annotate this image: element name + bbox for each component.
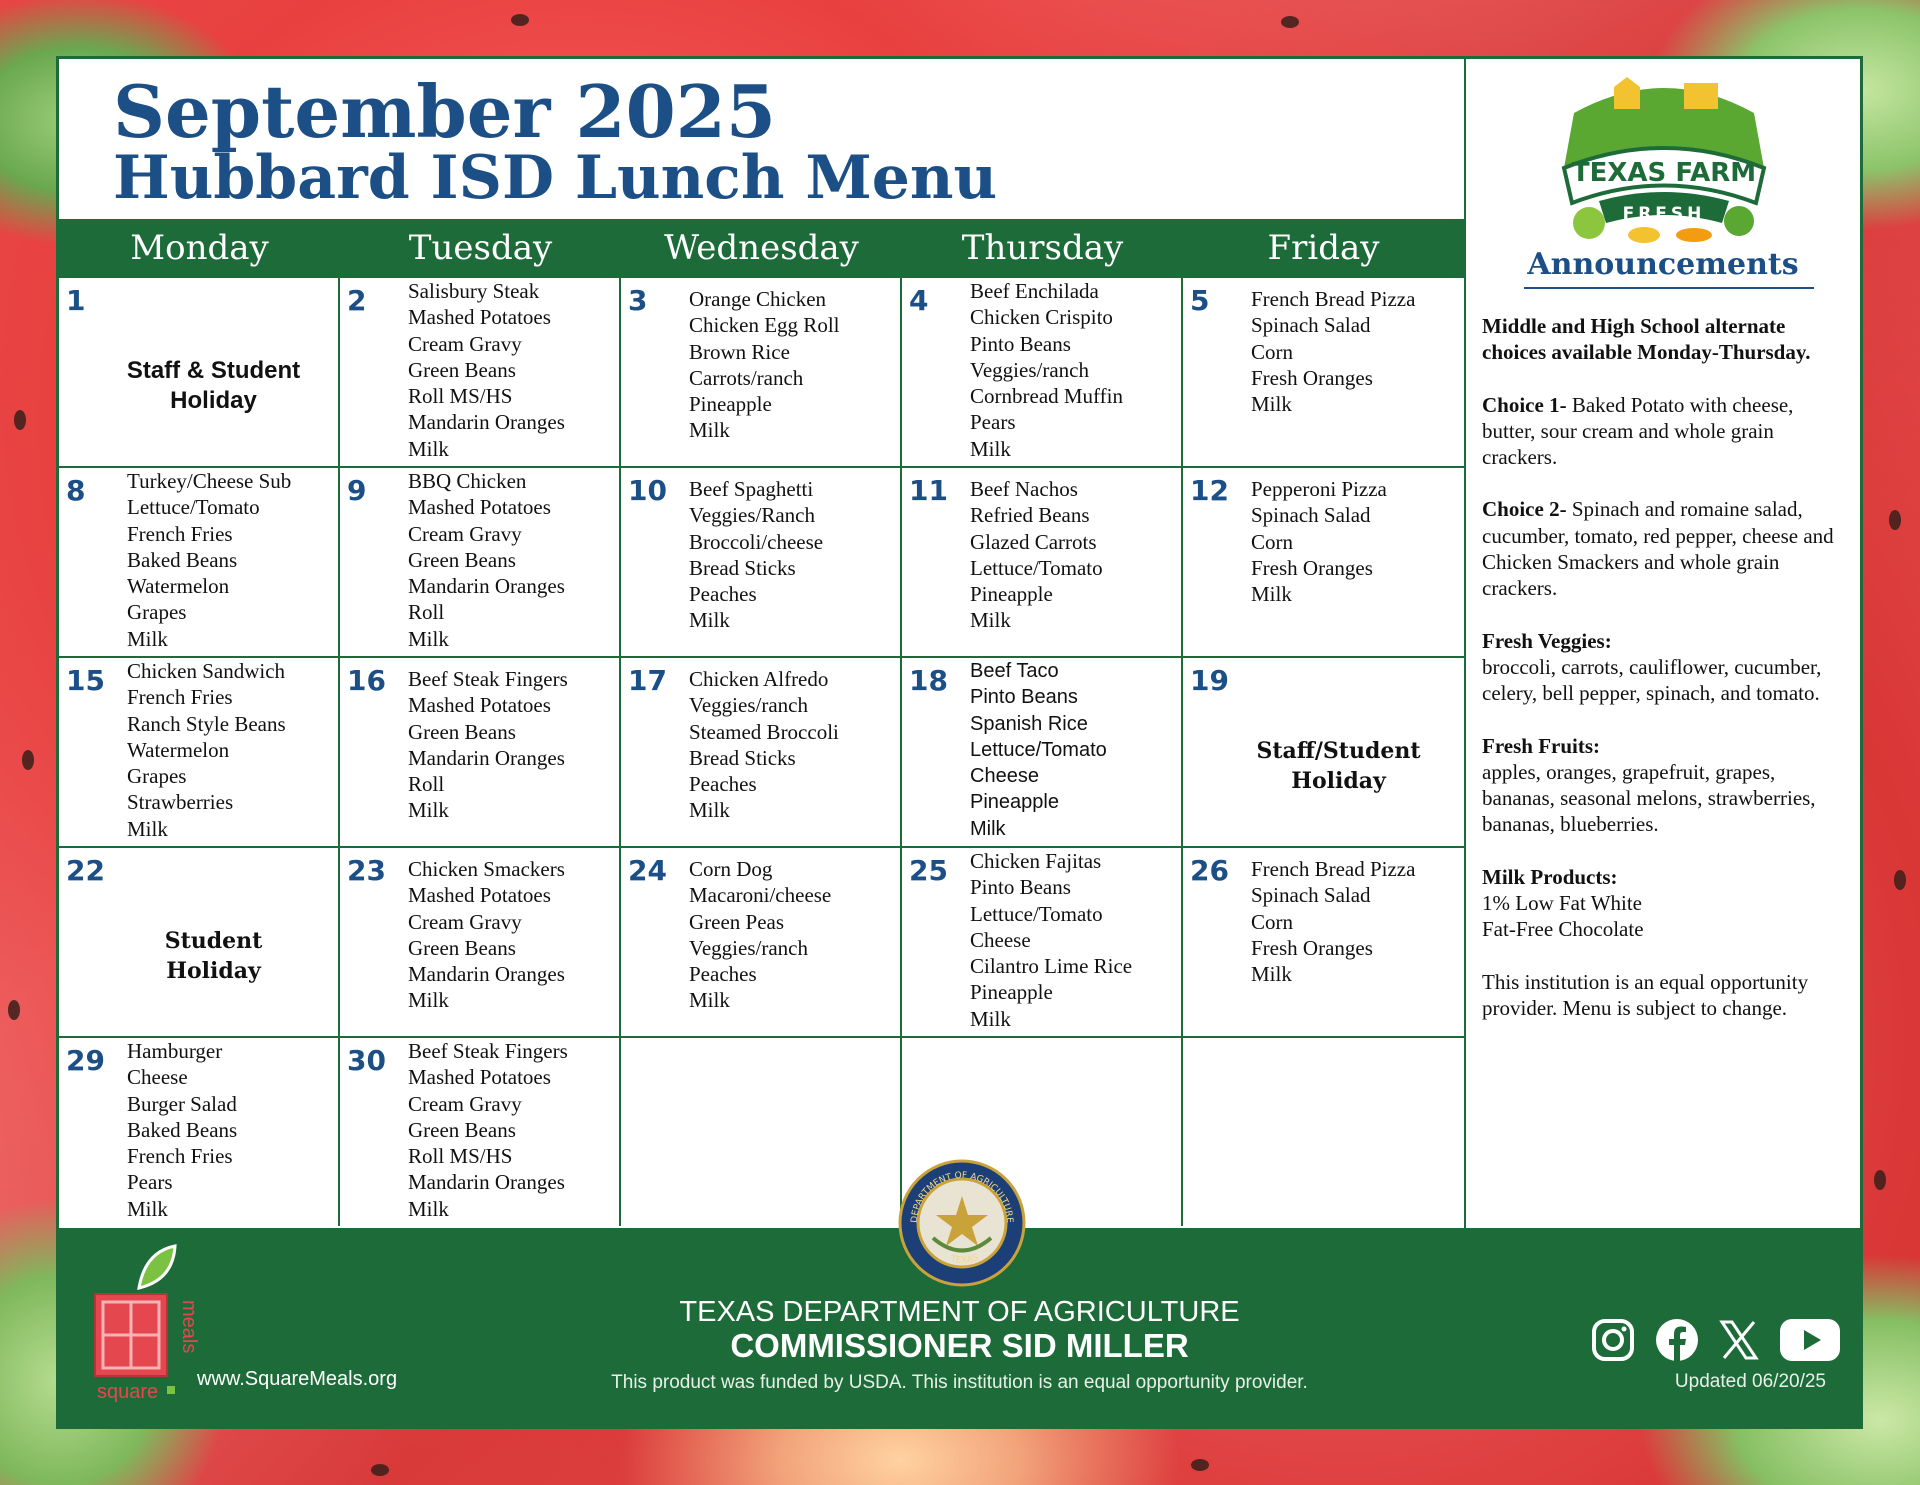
menu-item: Cornbread Muffin [970, 384, 1123, 409]
calendar-day-cell [902, 658, 1183, 848]
day-number: 19 [1190, 664, 1229, 697]
menu-item: Milk [970, 817, 1006, 840]
commissioner-name: COMMISSIONER SID MILLER [730, 1327, 1189, 1364]
weekday-header [59, 219, 1464, 278]
menu-item-list [689, 856, 831, 1014]
menu-item: French Bread Pizza [1251, 287, 1416, 311]
menu-item: Cheese [127, 1065, 188, 1090]
menu-item: Pears [970, 410, 1016, 435]
menu-item: Green Beans [408, 1117, 516, 1142]
menu-item: Macaroni/cheese [689, 883, 832, 908]
menu-item: Strawberries [127, 790, 234, 815]
day-number: 26 [1190, 854, 1229, 887]
calendar-day-cell [621, 278, 902, 468]
day-number: 15 [66, 664, 105, 697]
menu-item-list [1251, 286, 1415, 417]
menu-item: Fresh Oranges [1251, 935, 1373, 960]
weekday-wednesday: Wednesday [664, 228, 859, 268]
youtube-icon[interactable] [1779, 1318, 1841, 1367]
announcements-underline [1524, 287, 1814, 289]
menu-item: Spinach Salad [1251, 503, 1371, 528]
day-number: 22 [66, 854, 105, 887]
holiday-label [1223, 736, 1454, 796]
menu-item-list [408, 1038, 568, 1222]
menu-item: Milk [1251, 392, 1292, 417]
holiday-line: Holiday [1291, 768, 1386, 794]
menu-item-list [127, 468, 291, 652]
menu-item: Carrots/ranch [689, 365, 804, 390]
menu-item-list [408, 856, 565, 1014]
menu-item: Milk [689, 608, 730, 633]
menu-item: Veggies/Ranch [689, 503, 815, 528]
square-meals-word-2: meals [178, 1300, 200, 1354]
menu-item: Mandarin Oranges [408, 962, 565, 987]
menu-item: Beef Nachos [970, 477, 1078, 501]
holiday-line: Holiday [170, 387, 257, 414]
menu-item: Bread Sticks [689, 745, 796, 770]
menu-item: Veggies/ranch [970, 357, 1089, 382]
holiday-line: Student [164, 928, 263, 954]
weekday-monday: Monday [130, 228, 269, 268]
menu-item: Mandarin Oranges [408, 574, 565, 599]
menu-item: Salisbury Steak [408, 279, 540, 303]
menu-item: Veggies/ranch [689, 935, 808, 960]
menu-item: Hamburger [127, 1039, 223, 1063]
menu-item: French Fries [127, 1144, 233, 1169]
weekday-friday: Friday [1267, 228, 1380, 268]
choice1-label: Choice 1- [1482, 392, 1567, 417]
disclaimer: This institution is an equal opportunity provider. Menu is subject to change. [1482, 969, 1809, 1020]
menu-item: Mashed Potatoes [408, 883, 551, 908]
menu-item: Grapes [127, 600, 187, 625]
menu-item: Beef Taco [970, 660, 1059, 682]
x-icon[interactable] [1719, 1319, 1759, 1366]
menu-item: Milk [127, 626, 168, 651]
day-number: 25 [909, 854, 948, 887]
seal-text-top: DEPARTMENT OF AGRICULTURE [909, 1170, 1015, 1224]
page-title: September 2025 [113, 69, 776, 154]
day-number: 10 [628, 474, 667, 507]
holiday-line: Holiday [166, 958, 261, 984]
square-meals-url[interactable]: www.SquareMeals.org [197, 1368, 398, 1390]
weekday-thursday: Thursday [961, 228, 1124, 268]
menu-item-list [970, 848, 1132, 1032]
menu-item: Pinto Beans [970, 875, 1071, 900]
menu-item: Mashed Potatoes [408, 1065, 551, 1090]
menu-item-list [970, 658, 1107, 842]
menu-item: Beef Spaghetti [689, 477, 814, 501]
day-number: 24 [628, 854, 667, 887]
milk-line-1: 1% Low Fat White [1482, 891, 1643, 916]
calendar-day-cell [340, 1038, 621, 1226]
fresh-veggies-label: Fresh Veggies: [1482, 628, 1612, 653]
menu-item: Refried Beans [970, 503, 1090, 528]
menu-item: Roll MS/HS [408, 1144, 513, 1169]
menu-item: Watermelon [127, 737, 230, 762]
holiday-label [99, 356, 328, 416]
menu-item: Cheese [970, 927, 1031, 952]
day-number: 30 [347, 1044, 386, 1077]
menu-item-list [1251, 856, 1415, 987]
funding-statement: This product was funded by USDA. This institution is an equal opportunity provider. [611, 1372, 1308, 1393]
day-number: 3 [628, 284, 648, 317]
menu-item: Chicken Alfredo [689, 667, 829, 691]
menu-item-list [970, 476, 1103, 634]
menu-item: Spinach Salad [1251, 883, 1371, 908]
menu-item: Orange Chicken [689, 287, 827, 311]
menu-item-list [127, 658, 286, 842]
calendar-day-cell [1183, 1038, 1464, 1226]
facebook-icon[interactable] [1655, 1318, 1699, 1367]
menu-item: French Fries [127, 521, 233, 546]
menu-item: Corn [1251, 529, 1293, 554]
calendar-day-cell [621, 1038, 902, 1226]
menu-item: Fresh Oranges [1251, 365, 1373, 390]
menu-item: Green Beans [408, 357, 516, 382]
calendar-day-cell [340, 848, 621, 1038]
seal-text-bottom: TEXAS [949, 1252, 980, 1266]
menu-item: Cream Gravy [408, 331, 522, 356]
menu-item: Corn [1251, 339, 1293, 364]
square-meals-word: square [97, 1381, 159, 1403]
calendar-day-cell [621, 658, 902, 848]
menu-item: Pepperoni Pizza [1251, 477, 1387, 501]
menu-item: Baked Beans [127, 1117, 238, 1142]
menu-item: Turkey/Cheese Sub [127, 469, 292, 493]
day-number: 18 [909, 664, 948, 697]
menu-item: Beef Steak Fingers [408, 667, 568, 691]
announcements-panel [1464, 59, 1860, 1228]
day-number: 8 [66, 474, 86, 507]
menu-item: Mandarin Oranges [408, 410, 565, 435]
menu-item: Chicken Crispito [970, 305, 1113, 330]
menu-item: Beef Steak Fingers [408, 1039, 568, 1063]
calendar-day-cell [621, 848, 902, 1038]
menu-item: Mandarin Oranges [408, 745, 565, 770]
menu-item: Roll [408, 772, 445, 797]
menu-item: Broccoli/cheese [689, 529, 824, 554]
menu-item: Milk [970, 436, 1011, 461]
menu-item: Pineapple [970, 582, 1053, 607]
menu-item: Milk [408, 626, 449, 651]
menu-item: Milk [970, 608, 1011, 633]
menu-item-list [127, 1038, 237, 1222]
calendar-day-cell [59, 848, 340, 1038]
menu-item: Mandarin Oranges [408, 1170, 565, 1195]
day-number: 16 [347, 664, 386, 697]
menu-item: Pears [127, 1170, 173, 1195]
menu-item: Mashed Potatoes [408, 305, 551, 330]
menu-item: Brown Rice [689, 339, 790, 364]
menu-item: Beef Enchilada [970, 279, 1099, 303]
menu-sheet [56, 56, 1863, 1429]
menu-item-list [408, 468, 565, 652]
menu-item: Milk [408, 436, 449, 461]
menu-item: Milk [970, 1006, 1011, 1031]
menu-item: Peaches [689, 962, 757, 987]
menu-item: Green Beans [408, 935, 516, 960]
menu-item: Veggies/ranch [689, 693, 808, 718]
day-number: 29 [66, 1044, 105, 1077]
menu-item: Milk [408, 988, 449, 1013]
menu-item-list [689, 666, 839, 824]
menu-item: Bread Sticks [689, 555, 796, 580]
menu-item: Chicken Egg Roll [689, 313, 840, 338]
menu-item: Roll [408, 600, 445, 625]
day-number: 11 [909, 474, 948, 507]
menu-item: Corn Dog [689, 857, 773, 881]
day-number: 4 [909, 284, 929, 317]
menu-item: Pinto Beans [970, 331, 1071, 356]
instagram-icon[interactable] [1591, 1318, 1635, 1367]
menu-calendar-grid [59, 278, 1464, 1228]
fresh-fruits-label: Fresh Fruits: [1482, 733, 1601, 758]
calendar-day-cell [59, 658, 340, 848]
day-number: 9 [347, 474, 367, 507]
calendar-day-cell [340, 658, 621, 848]
calendar-day-cell [902, 278, 1183, 468]
menu-item: Glazed Carrots [970, 529, 1097, 554]
announcements-body [1482, 313, 1852, 1047]
choice2-label: Choice 2- [1482, 497, 1567, 522]
calendar-day-cell [902, 468, 1183, 658]
menu-item: Roll MS/HS [408, 384, 513, 409]
weekday-tuesday: Tuesday [408, 228, 553, 268]
menu-item: Lettuce/Tomato [970, 555, 1103, 580]
menu-item: Milk [408, 1196, 449, 1221]
menu-item-list [408, 666, 568, 824]
calendar-day-cell [59, 468, 340, 658]
menu-item: Chicken Fajitas [970, 849, 1102, 873]
menu-item: French Bread Pizza [1251, 857, 1416, 881]
menu-item: Grapes [127, 764, 187, 789]
menu-item: Pinto Beans [970, 686, 1078, 709]
menu-item: Pineapple [689, 392, 772, 417]
day-number: 17 [628, 664, 667, 697]
menu-item: Mashed Potatoes [408, 495, 551, 520]
fresh-veggies-text: broccoli, carrots, cauliflower, cucumber, celery, bell pepper, spinach, and tomato. [1482, 654, 1822, 706]
updated-date: Updated 06/20/25 [1674, 1371, 1826, 1392]
menu-item: Pineapple [970, 791, 1059, 814]
agency-name: TEXAS DEPARTMENT OF AGRICULTURE [679, 1296, 1240, 1328]
alternate-choices-note: Middle and High School alternate choices available Monday-Thursday. [1482, 314, 1811, 365]
fresh-fruits-text: apples, oranges, grapefruit, grapes, bananas, seasonal melons, strawberries, bananas, blueberries. [1482, 759, 1816, 837]
menu-item: Milk [689, 418, 730, 443]
menu-item-list [689, 286, 840, 444]
calendar-day-cell [340, 468, 621, 658]
day-number: 23 [347, 854, 386, 887]
menu-item: Steamed Broccoli [689, 719, 839, 744]
menu-item: French Fries [127, 685, 233, 710]
holiday-line: Staff & Student [126, 357, 301, 384]
menu-item: Pineapple [970, 980, 1053, 1005]
holiday-line: Staff/Student [1256, 738, 1421, 764]
menu-item: BBQ Chicken [408, 469, 527, 493]
menu-item: Milk [408, 798, 449, 823]
choice1-text: Baked Potato with cheese, butter, sour cream and whole grain crackers. [1482, 392, 1794, 470]
menu-item: Cheese [970, 765, 1039, 788]
menu-item: Green Peas [689, 909, 785, 934]
calendar-day-cell [1183, 278, 1464, 468]
menu-header [59, 59, 1464, 219]
farm-logo-bottom-text: FRESH [1622, 204, 1706, 224]
calendar-day-cell [1183, 468, 1464, 658]
menu-item-list [408, 278, 565, 462]
milk-line-2: Fat-Free Chocolate [1482, 917, 1644, 942]
menu-item: Watermelon [127, 574, 230, 599]
day-number: 12 [1190, 474, 1229, 507]
menu-item-list [970, 278, 1123, 462]
menu-item: Spinach Salad [1251, 313, 1371, 338]
menu-item: Milk [689, 798, 730, 823]
calendar-day-cell [1183, 658, 1464, 848]
calendar-day-cell [621, 468, 902, 658]
menu-item: Burger Salad [127, 1091, 237, 1116]
menu-item: Lettuce/Tomato [127, 495, 260, 520]
menu-item: Milk [1251, 962, 1292, 987]
texas-farm-fresh-logo [1544, 73, 1784, 243]
menu-item: Mashed Potatoes [408, 693, 551, 718]
menu-item: Milk [127, 816, 168, 841]
calendar-day-cell [340, 278, 621, 468]
day-number: 1 [66, 284, 86, 317]
menu-item: Green Beans [408, 547, 516, 572]
calendar-day-cell [902, 848, 1183, 1038]
menu-item: Fresh Oranges [1251, 555, 1373, 580]
menu-item: Cream Gravy [408, 521, 522, 546]
menu-item: Chicken Sandwich [127, 659, 286, 683]
menu-item: Milk [1251, 582, 1292, 607]
menu-item: Cilantro Lime Rice [970, 954, 1133, 979]
menu-item: Peaches [689, 582, 757, 607]
menu-item: Lettuce/Tomato [970, 901, 1103, 926]
menu-item: Milk [689, 988, 730, 1013]
farm-logo-top-text: TEXAS FARM [1571, 158, 1757, 188]
social-icons [1591, 1318, 1841, 1367]
menu-item: Milk [127, 1196, 168, 1221]
menu-item: Spanish Rice [970, 712, 1088, 735]
calendar-day-cell [59, 278, 340, 468]
menu-item-list [1251, 476, 1387, 607]
calendar-day-cell [59, 1038, 340, 1226]
day-number: 5 [1190, 284, 1210, 317]
page-subtitle: Hubbard ISD Lunch Menu [113, 143, 998, 213]
menu-item: Cream Gravy [408, 1091, 522, 1116]
menu-item: Chicken Smackers [408, 857, 565, 881]
choice2-text: Spinach and romaine salad, cucumber, tomato, red pepper, cheese and Chicken Smackers and whole grain crackers. [1482, 497, 1834, 601]
menu-item: Ranch Style Beans [127, 711, 286, 736]
menu-item: Lettuce/Tomato [970, 738, 1107, 761]
announcements-title: Announcements [1527, 247, 1799, 282]
milk-products-label: Milk Products: [1482, 864, 1618, 889]
day-number: 2 [347, 284, 367, 317]
menu-item: Cream Gravy [408, 909, 522, 934]
tda-seal-icon [897, 1158, 1027, 1288]
menu-item: Peaches [689, 772, 757, 797]
menu-item-list [689, 476, 823, 634]
menu-item: Corn [1251, 909, 1293, 934]
holiday-label [99, 926, 328, 986]
menu-item: Baked Beans [127, 547, 238, 572]
calendar-day-cell [1183, 848, 1464, 1038]
menu-item: Green Beans [408, 719, 516, 744]
